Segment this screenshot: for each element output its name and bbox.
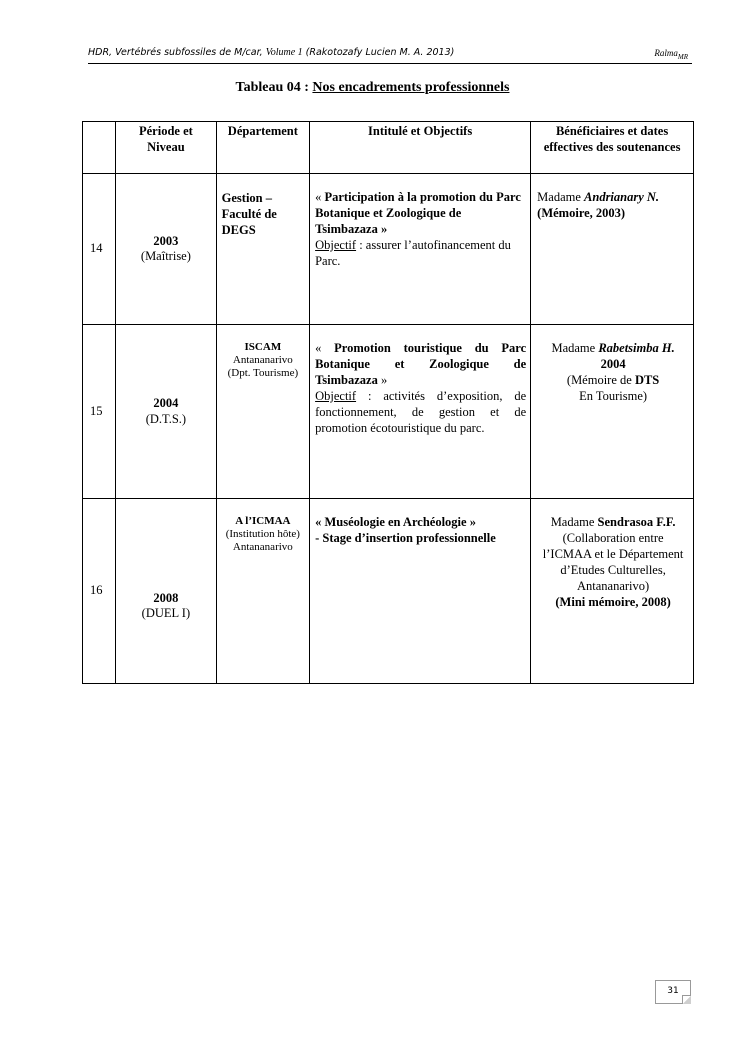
objectif-label: Objectif xyxy=(315,389,357,403)
row-year: 2004 xyxy=(153,396,179,410)
row-departement: Gestion – Faculté de DEGS xyxy=(216,174,309,325)
row-level: (DUEL I) xyxy=(141,606,191,620)
row-departement: A l’ICMAA (Institution hôte) Antananarivo xyxy=(216,499,309,684)
row-departement: ISCAM Antananarivo (Dpt. Tourisme) xyxy=(216,325,309,499)
row-title: Promotion touristique du Parc Botanique et Zoologique de Tsimbazaza xyxy=(315,341,527,387)
beneficiary-detail: (Mémoire, 2003) xyxy=(537,206,626,220)
caption-title: Nos encadrements professionnels xyxy=(312,80,510,95)
header-right-sub: MR xyxy=(677,52,688,61)
row-beneficiaire: Madame Sendrasoa F.F. (Collaboration entre l’ICMAA et le Département d’Etudes Culturelles, Antananarivo) (Mini mémoire, 2008) xyxy=(531,499,694,684)
header-left xyxy=(88,47,454,58)
beneficiary-name: Andrianary N. xyxy=(584,190,660,204)
row-year: 2003 xyxy=(153,233,179,248)
row-periode xyxy=(116,325,216,499)
objectif-text: : activités d’exposition, de fonctionnement, de gestion et de promotion écotouristique du parc. xyxy=(315,389,527,435)
row-level: (D.T.S.) xyxy=(145,411,187,426)
header-cell-num xyxy=(83,122,116,174)
header-authors: (Rakotozafy Lucien M. A. 2013) xyxy=(305,47,455,58)
row-intitule xyxy=(310,499,531,684)
row-number: 16 xyxy=(83,499,116,684)
header-cell-periode: Période et Niveau xyxy=(116,122,216,174)
supervision-table xyxy=(82,121,694,684)
beneficiary-detail: (Collaboration entre l’ICMAA et le Département d’Etudes Culturelles, Antananarivo) xyxy=(542,531,684,593)
table-header-row xyxy=(83,122,694,174)
table-caption xyxy=(0,80,745,96)
table-row xyxy=(83,174,694,325)
row-title: Participation à la promotion du Parc Botanique et Zoologique de Tsimbazaza » xyxy=(315,190,521,236)
row-beneficiaire: Madame Andrianary N. (Mémoire, 2003) xyxy=(531,174,694,325)
row-level: (Maîtrise) xyxy=(140,249,191,263)
header-cell-departement: Département xyxy=(216,122,309,174)
header-cell-beneficiaires: Bénéficiaires et dates effectives des soutenances xyxy=(531,122,694,174)
row-periode xyxy=(116,499,216,684)
row-beneficiaire: Madame Rabetsimba H. 2004 (Mémoire de DTS En Tourisme) xyxy=(531,325,694,499)
objectif-label: Objectif xyxy=(315,238,357,252)
beneficiary-name: Sendrasoa F.F. xyxy=(597,515,676,529)
page-header xyxy=(88,45,692,64)
page-number: 31 xyxy=(655,980,691,1004)
row-intitule: « Promotion touristique du Parc Botanique et Zoologique de Tsimbazaza » Objectif : activités d’exposition, de fonctionnement, de gestion et de promotion écotouristique du parc. xyxy=(310,325,531,499)
beneficiary-name: Rabetsimba H. xyxy=(598,341,675,355)
header-right xyxy=(654,48,688,61)
row-year: 2008 xyxy=(153,590,179,605)
objectif-text: : assurer l’autofinancement du Parc. xyxy=(315,238,511,268)
row-title: « Muséologie en Archéologie » xyxy=(315,515,476,529)
header-title: HDR, Vertébrés subfossiles de M/car, xyxy=(88,47,263,58)
caption-prefix: Tableau 04 : xyxy=(235,80,313,95)
table-row xyxy=(83,325,694,499)
header-volume: Volume 1 xyxy=(265,47,303,58)
row-title-line2: - Stage d’insertion professionnelle xyxy=(315,531,496,545)
header-cell-intitule: Intitulé et Objectifs xyxy=(310,122,531,174)
row-periode xyxy=(116,174,216,325)
row-number: 15 xyxy=(83,325,116,499)
header-right-text: Ralma xyxy=(654,48,678,58)
row-number: 14 xyxy=(83,174,116,325)
beneficiary-detail-2: (Mini mémoire, 2008) xyxy=(555,595,671,609)
row-intitule: « Participation à la promotion du Parc Botanique et Zoologique de Tsimbazaza » Objectif : assurer l’autofinancement du Parc. xyxy=(310,174,531,325)
table-row xyxy=(83,499,694,684)
beneficiary-year: 2004 xyxy=(600,357,626,371)
